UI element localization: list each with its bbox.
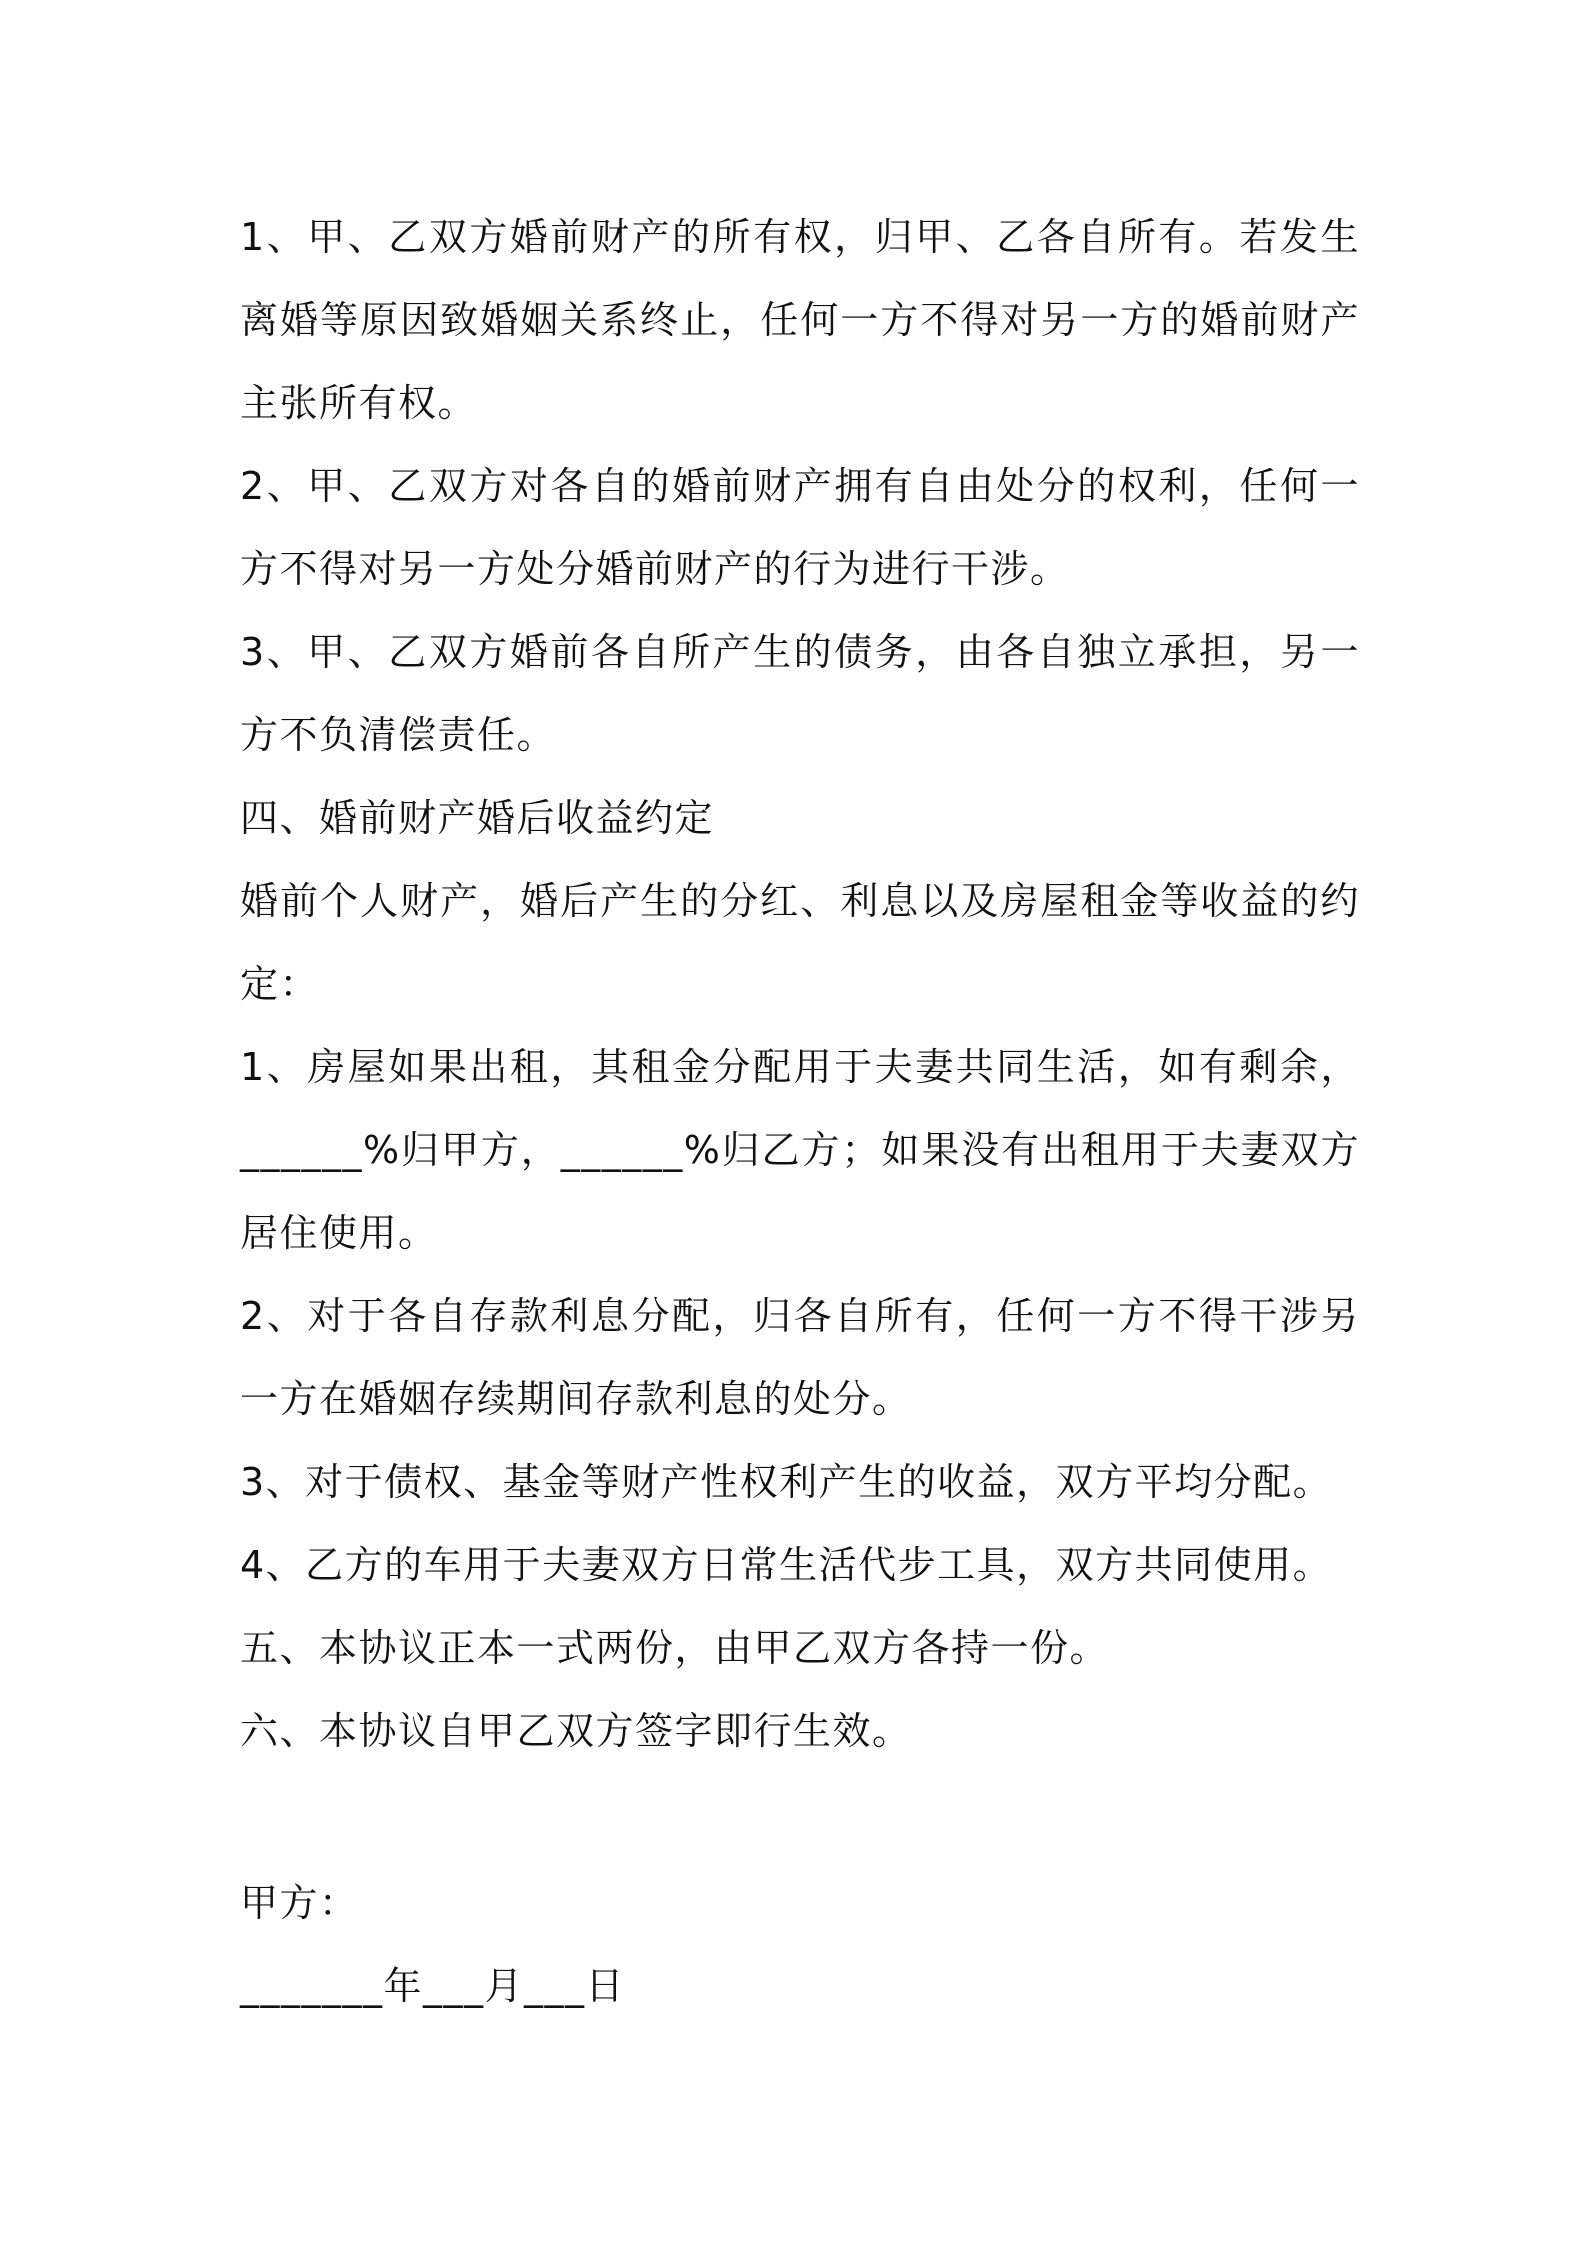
- clause-premarital-ownership: 1、甲、乙双方婚前财产的所有权，归甲、乙各自所有。若发生离婚等原因致婚姻关系终止，任何一方不得对另一方的婚前财产主张所有权。: [240, 215, 1360, 425]
- section-copies: 五、本协议正本一式两份，由甲乙双方各持一份。: [240, 1626, 1110, 1670]
- clause-disposal-right: 2、甲、乙双方对各自的婚前财产拥有自由处分的权利，任何一方不得对另一方处分婚前财产的行为进行干涉。: [240, 464, 1360, 591]
- signature-block: [240, 1862, 1360, 2028]
- section-heading-income: 四、婚前财产婚后收益约定: [240, 796, 715, 840]
- section-effective: 六、本协议自甲乙双方签字即行生效。: [240, 1709, 912, 1753]
- clause-bond-fund: 3、对于债权、基金等财产性权利产生的收益，双方平均分配。: [240, 1460, 1333, 1504]
- party-a-label: 甲方：: [240, 1881, 359, 1925]
- date-line: _______年___月___日: [240, 1964, 626, 2008]
- clause-rent: 1、房屋如果出租，其租金分配用于夫妻共同生活，如有剩余，______%归甲方，______%归乙方；如果没有出租用于夫妻双方居住使用。: [240, 1045, 1360, 1255]
- agreement-body: [240, 196, 1360, 1773]
- clause-debts: 3、甲、乙双方婚前各自所产生的债务，由各自独立承担，另一方不负清偿责任。: [240, 630, 1360, 757]
- clause-interest: 2、对于各自存款利息分配，归各自所有，任何一方不得干涉另一方在婚姻存续期间存款利息的处分。: [240, 1294, 1360, 1421]
- income-intro: 婚前个人财产，婚后产生的分红、利息以及房屋租金等收益的约定：: [240, 879, 1360, 1006]
- clause-car: 4、乙方的车用于夫妻双方日常生活代步工具，双方共同使用。: [240, 1543, 1333, 1587]
